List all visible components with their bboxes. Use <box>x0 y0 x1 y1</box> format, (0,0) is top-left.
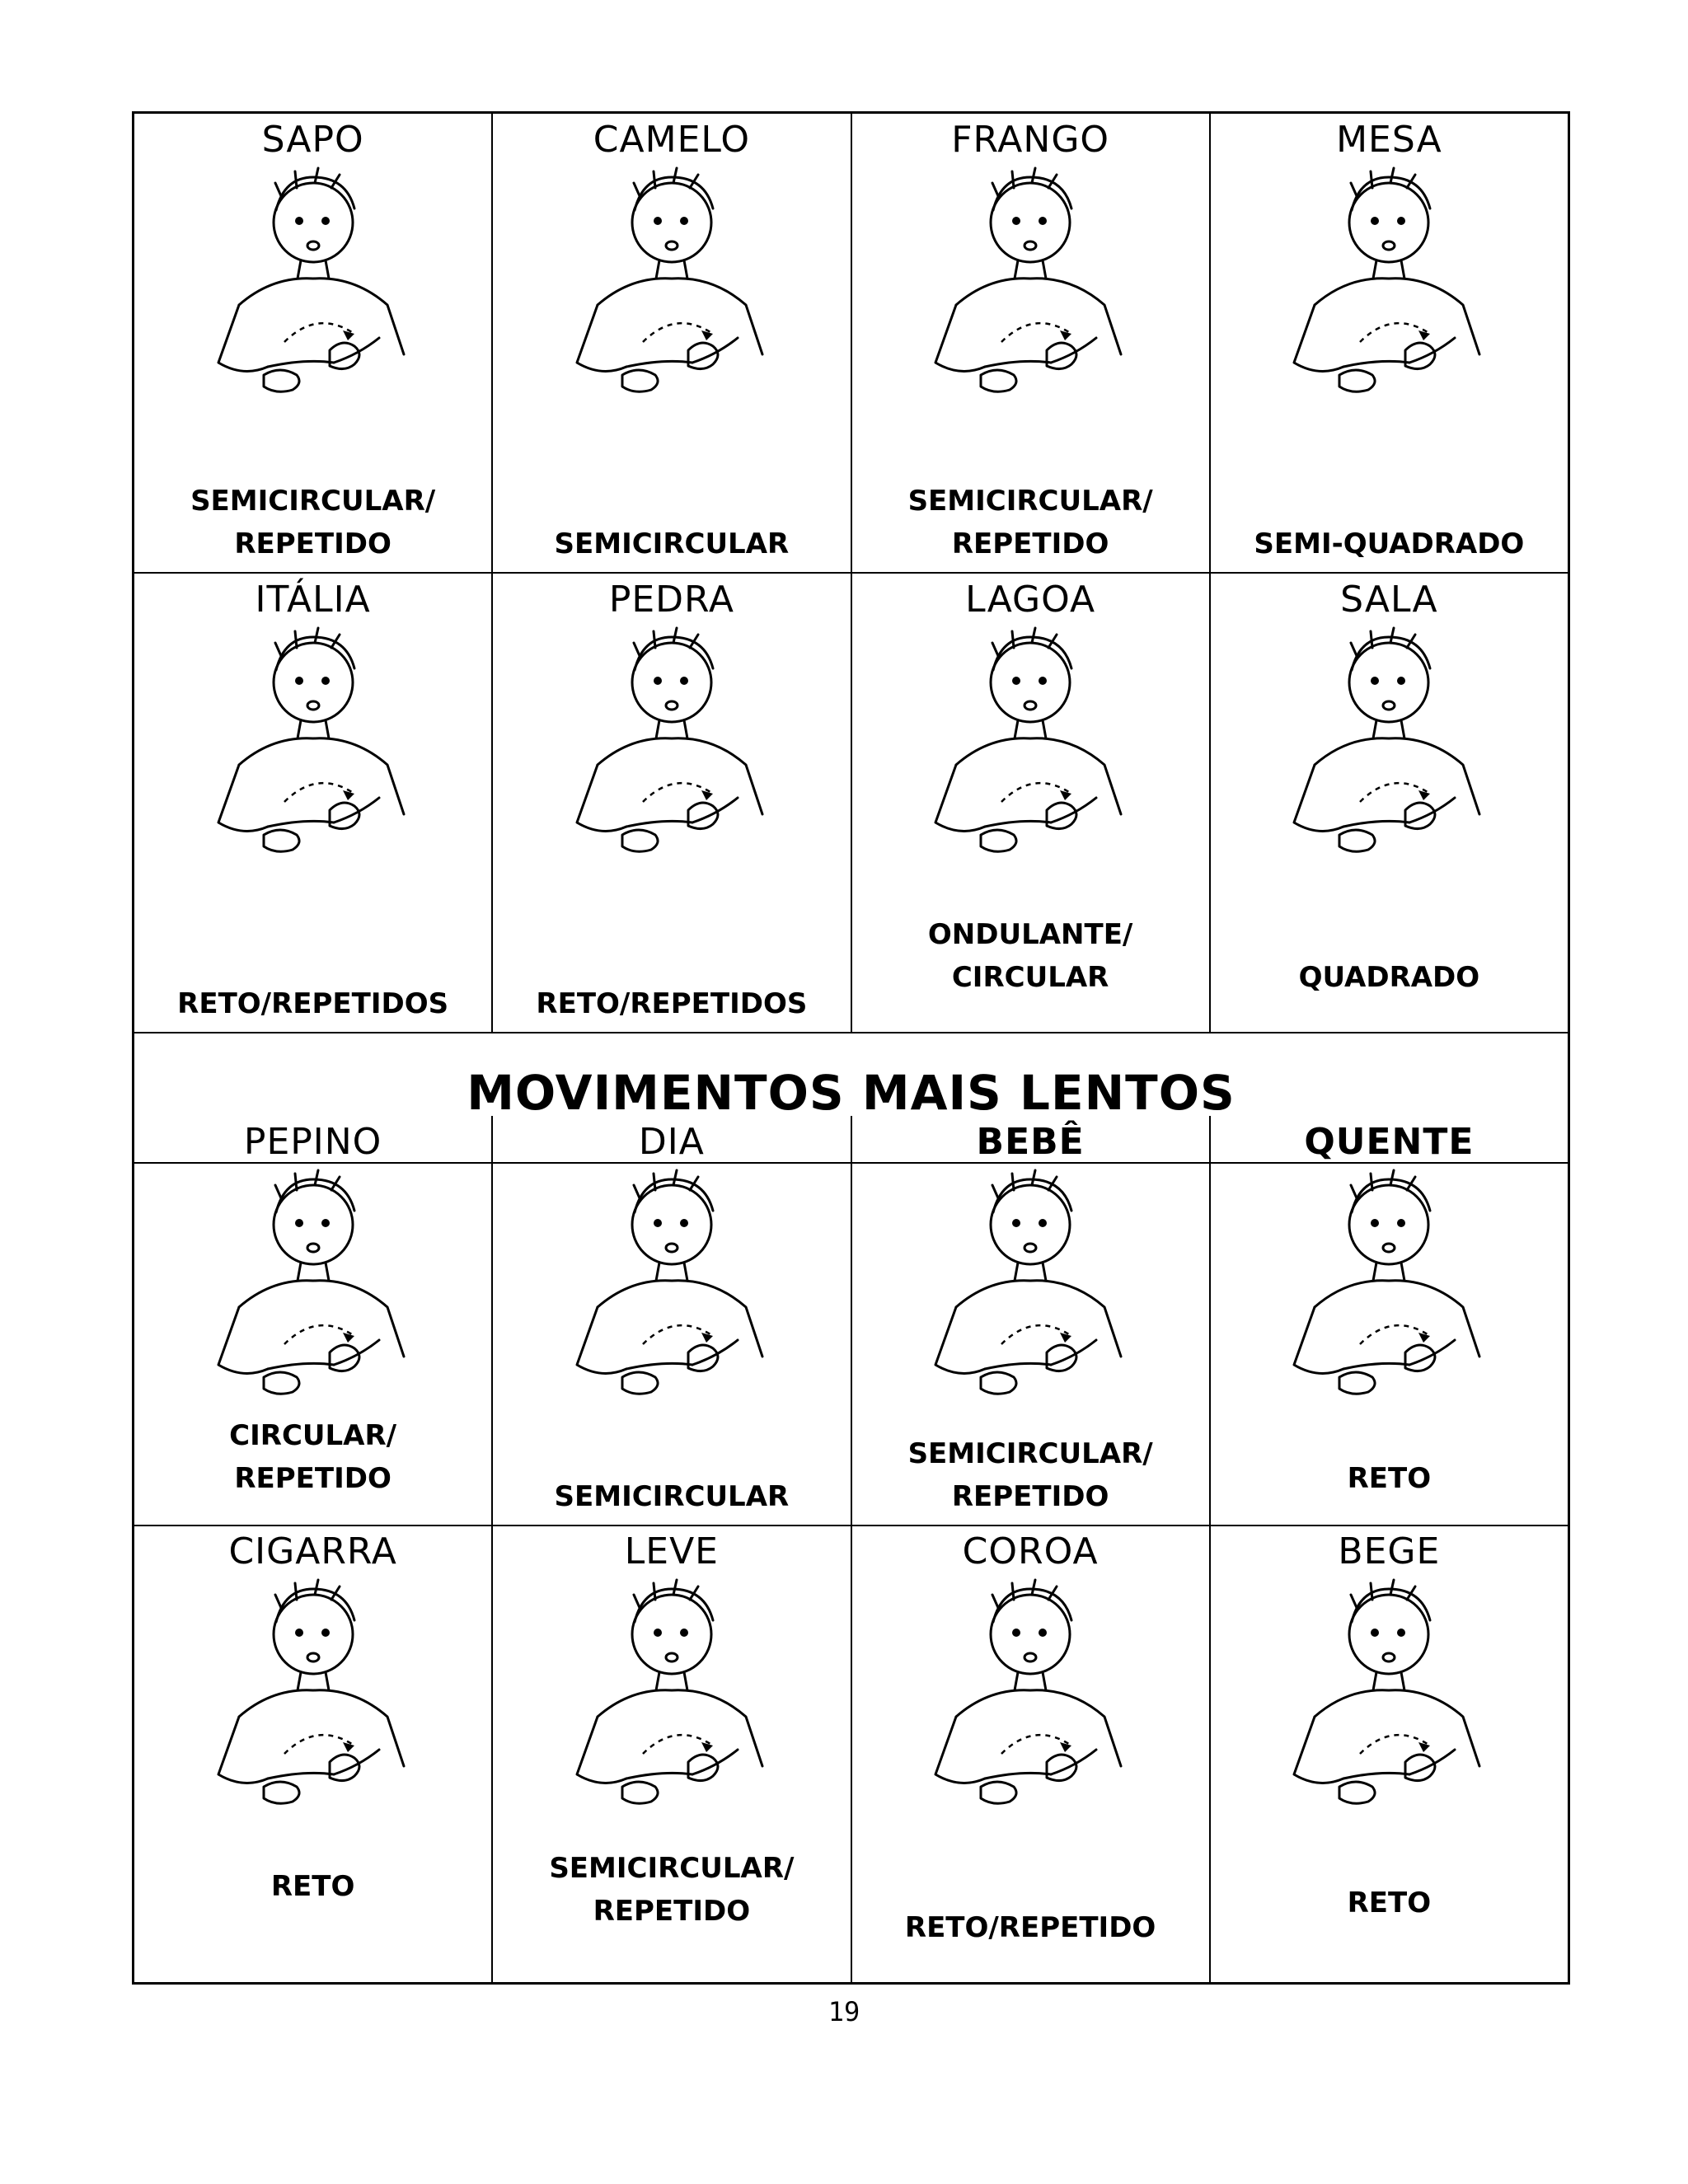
sign-illustration <box>190 1577 437 1844</box>
sign-illustration <box>907 625 1154 892</box>
sign-word: SAPO <box>261 119 364 161</box>
sign-language-figure-icon <box>1265 1577 1512 1840</box>
sign-table <box>132 111 1570 1985</box>
movement-label <box>493 1847 850 1933</box>
movement-label-line: REPETIDO <box>593 1895 751 1928</box>
sign-word: SALA <box>1340 579 1438 621</box>
sign-illustration <box>1265 1167 1512 1434</box>
movement-label-line: SEMICIRCULAR/ <box>907 1437 1153 1470</box>
sign-word: LEVE <box>624 1530 719 1572</box>
sign-row <box>134 114 1568 572</box>
movement-label-line: REPETIDO <box>951 527 1109 560</box>
sign-illustration <box>1265 1577 1512 1844</box>
movement-label-line: CIRCULAR <box>951 961 1109 994</box>
sign-cell <box>852 114 1211 572</box>
sign-word: COROA <box>962 1530 1099 1572</box>
sign-word: CAMELO <box>593 119 750 161</box>
movement-label-line: ONDULANTE/ <box>927 918 1133 951</box>
sign-word: LAGOA <box>965 579 1096 621</box>
movement-label <box>852 1906 1209 1949</box>
movement-label <box>493 982 850 1025</box>
sign-row <box>134 1526 1568 1982</box>
sign-language-figure-icon <box>907 165 1154 429</box>
sign-illustration <box>907 1577 1154 1844</box>
movement-label <box>852 913 1209 999</box>
sign-cell <box>852 574 1211 1032</box>
movement-label-line: REPETIDO <box>951 1480 1109 1513</box>
sign-cell <box>134 574 493 1032</box>
sign-language-figure-icon <box>907 1167 1154 1431</box>
movement-label-line: RETO/REPETIDO <box>904 1911 1156 1944</box>
movement-label-line: SEMI-QUADRADO <box>1254 527 1525 560</box>
row-divider <box>134 1032 1568 1033</box>
sign-cell <box>852 1526 1211 1982</box>
sign-illustration <box>1265 165 1512 432</box>
sign-illustration <box>548 1167 795 1434</box>
movement-label-line: RETO <box>1347 1462 1432 1495</box>
movement-label-line: RETO/REPETIDOS <box>177 987 449 1020</box>
section-banner: MOVIMENTOS MAIS LENTOS <box>467 1065 1236 1121</box>
movement-label-line: SEMICIRCULAR/ <box>549 1852 795 1885</box>
movement-label-line: SEMICIRCULAR/ <box>907 485 1153 518</box>
sign-word: BEGE <box>1338 1530 1441 1572</box>
movement-label-line: RETO/REPETIDOS <box>536 987 808 1020</box>
movement-label <box>1211 1882 1568 1924</box>
sign-language-figure-icon <box>190 165 437 429</box>
sign-word: PEPINO <box>243 1121 382 1163</box>
sign-word: ITÁLIA <box>255 579 371 621</box>
movement-label <box>1211 1457 1568 1500</box>
sign-cell <box>493 574 851 1032</box>
movement-label <box>852 1432 1209 1518</box>
movement-label-line: RETO <box>1347 1886 1432 1919</box>
sign-language-figure-icon <box>1265 1167 1512 1431</box>
movement-label <box>134 480 491 565</box>
sign-language-figure-icon <box>548 1577 795 1840</box>
movement-label <box>1211 523 1568 565</box>
movement-label-line: RETO <box>270 1870 355 1903</box>
sign-language-figure-icon <box>548 1167 795 1431</box>
sign-word: QUENTE <box>1304 1121 1475 1163</box>
movement-label-line: SEMICIRCULAR <box>554 527 790 560</box>
movement-label-line: REPETIDO <box>234 527 392 560</box>
movement-label <box>134 1414 491 1500</box>
movement-label-line: SEMICIRCULAR <box>554 1480 790 1513</box>
sign-word: CIGARRA <box>228 1530 397 1572</box>
sign-language-figure-icon <box>190 1577 437 1840</box>
movement-label <box>852 480 1209 565</box>
sign-illustration <box>907 165 1154 432</box>
sign-language-figure-icon <box>548 625 795 888</box>
sign-cell <box>134 1116 493 1525</box>
sign-language-figure-icon <box>190 625 437 888</box>
sign-word: MESA <box>1336 119 1442 161</box>
sign-language-figure-icon <box>907 625 1154 888</box>
sign-illustration <box>190 1167 437 1434</box>
sign-cell <box>1211 1116 1568 1525</box>
sign-cell <box>852 1116 1211 1525</box>
sign-language-figure-icon <box>190 1167 437 1431</box>
sign-illustration <box>907 1167 1154 1434</box>
sign-cell <box>493 114 851 572</box>
sign-word: DIA <box>638 1121 705 1163</box>
sign-language-figure-icon <box>1265 625 1512 888</box>
movement-label <box>493 523 850 565</box>
movement-label <box>1211 956 1568 999</box>
sign-row <box>134 574 1568 1032</box>
sign-language-figure-icon <box>907 1577 1154 1840</box>
movement-label-line: QUADRADO <box>1298 961 1480 994</box>
sign-cell <box>1211 1526 1568 1982</box>
sign-language-figure-icon <box>1265 165 1512 429</box>
sign-word: PEDRA <box>608 579 734 621</box>
movement-label-line: CIRCULAR/ <box>229 1419 397 1452</box>
movement-label <box>493 1475 850 1518</box>
sign-word: FRANGO <box>951 119 1110 161</box>
sign-illustration <box>548 165 795 432</box>
sign-language-figure-icon <box>548 165 795 429</box>
movement-label <box>134 1865 491 1908</box>
sign-illustration <box>190 625 437 892</box>
sign-cell <box>1211 114 1568 572</box>
sign-cell <box>1211 574 1568 1032</box>
sign-illustration <box>548 1577 795 1844</box>
sign-cell <box>134 114 493 572</box>
sign-illustration <box>548 625 795 892</box>
sign-row <box>134 1116 1568 1525</box>
sign-illustration <box>190 165 437 432</box>
sign-cell <box>493 1526 851 1982</box>
sign-cell <box>493 1116 851 1525</box>
movement-label <box>134 982 491 1025</box>
sign-cell <box>134 1526 493 1982</box>
banner-divider <box>134 1162 1568 1164</box>
movement-label-line: REPETIDO <box>234 1462 392 1495</box>
movement-label-line: SEMICIRCULAR/ <box>190 485 436 518</box>
sign-illustration <box>1265 625 1512 892</box>
page-number: 19 <box>828 1996 860 2027</box>
sign-word: BEBÊ <box>976 1121 1085 1163</box>
